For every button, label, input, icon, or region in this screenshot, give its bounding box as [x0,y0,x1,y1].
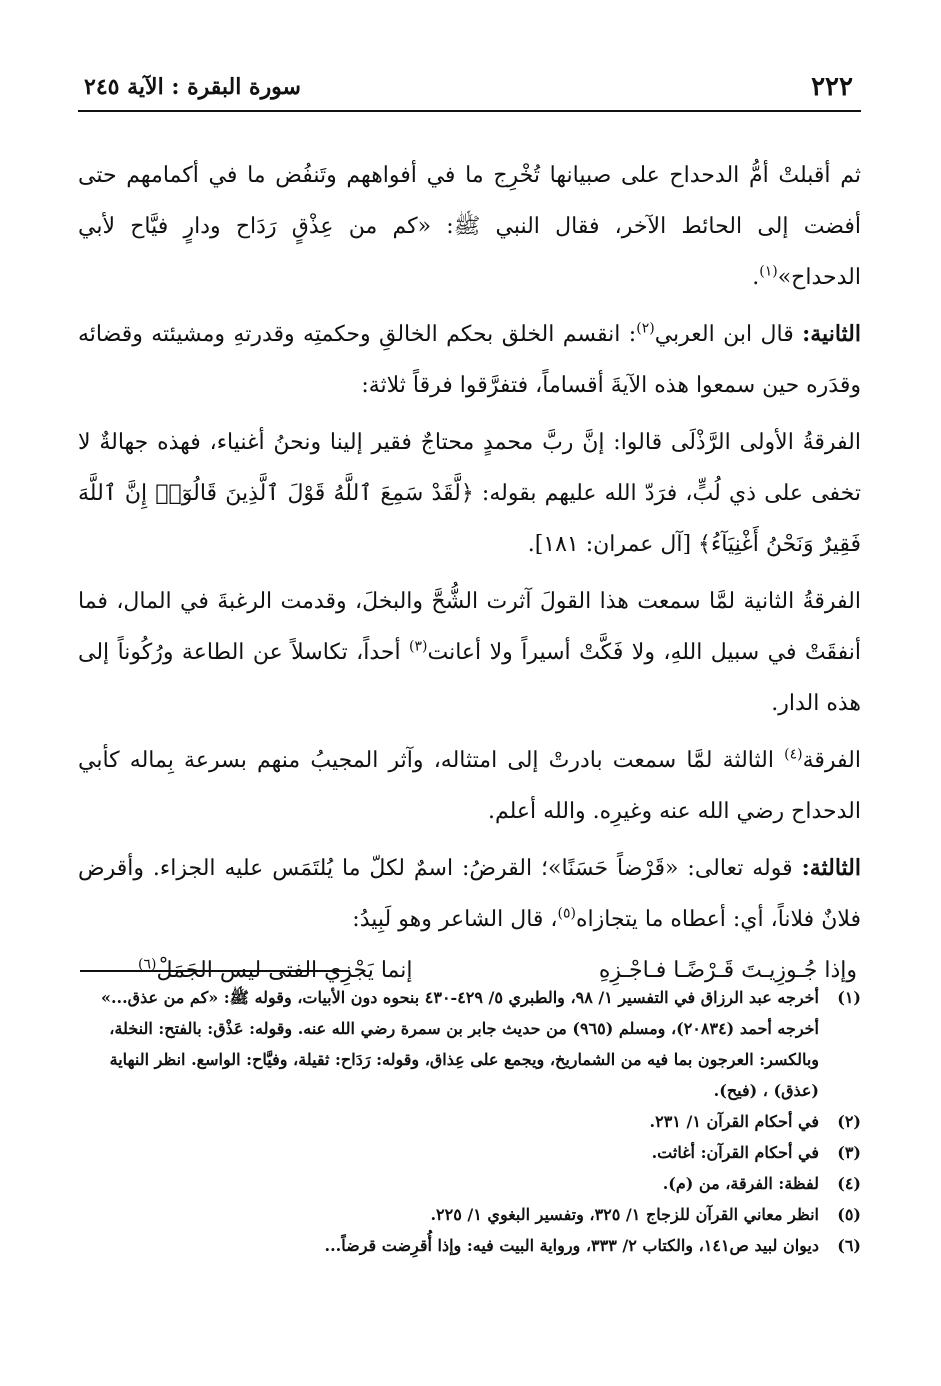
footnote-separator [80,970,350,972]
paragraph-1 [78,150,861,303]
paragraph-text: الفرقة [802,748,861,773]
footnote-number: (٦) [837,1236,861,1255]
paragraph-tail: . [752,265,760,290]
footnote-number: (٣) [837,1143,861,1162]
paragraph-4 [78,576,861,729]
footnote-ref[interactable]: (٥) [557,905,576,922]
footnote-ref[interactable]: (٣) [409,638,428,655]
paragraph-text: قال ابن العربي [654,322,803,347]
paragraph-3 [78,417,861,570]
footnote-item [78,1106,861,1137]
footnote-number: (١) [837,988,861,1007]
paragraph-text: الفرقةُ الثانية لمَّا سمعت هذا القولَ آثرت الشُّحَّ والبخلَ، وقدمت الرغبةَ في المال، فما أنفقَتْ في سبيل اللهِ، ولا فَكَّتْ أسيراً ولا أعانت [78,589,861,665]
running-title: سورة البقرة : الآية ٢٤٥ [84,74,301,100]
verse-first-hemistich: وإذا جُـوزِيـتَ قَـرْضًـا فـاجْـزِهِ [598,958,857,983]
paragraph-6 [78,843,861,945]
footnote-number: (٤) [837,1174,861,1193]
footnote-text: ديوان لبيد ص١٤١، والكتاب ٢/ ٣٣٣، ورواية البيت فيه: وإذا أُقرِضت قرضاً... [324,1236,819,1255]
paragraph-5 [78,735,861,837]
section-lead: الثالثة: [801,855,861,881]
paragraph-text: ثم أقبلتْ أمُّ الدحداح على صبيانها تُخْرِج ما في أفواههم وتَنفُض ما في أكمامهم حتى أفضت إلى الحائط الآخر، فقال النبي ﷺ: «كم من عِذْقٍ رَدَاح ودارٍ فيَّاح لأبي الدحداح» [78,163,861,290]
footnote-ref[interactable]: (١) [759,263,778,280]
footnote-text: في أحكام القرآن ١/ ٢٣١. [649,1112,819,1131]
paragraph-tail: ، قال الشاعر وهو لَبِيدُ: [352,907,558,932]
footnote-text: أخرجه عبد الرزاق في التفسير ١/ ٩٨، والطبري ٥/ ٤٢٩-٤٣٠ بنحوه دون الأبيات، وقوله ﷺ: «كم من عذق...» أخرجه أحمد (٢٠٨٣٤)، ومسلم (٩٦٥) من حديث جابر بن سمرة رضي الله عنه. وقوله: عَذْق: بالفتح: النخلة، وبالكسر: العرجون بما فيه من الشماريخ، ويجمع على عِذاق، وقوله: رَدَاح: ثقيلة، وفيَّاح: الواسع. انظر النهاية (عذق) ، (فيح). [100,988,819,1100]
paragraph-2 [78,309,861,411]
footnote-number: (٥) [837,1205,861,1224]
paragraph-text: قوله تعالى: «قَرْضاً حَسَنًا»؛ القرضُ: اسمٌ لكلّ ما يُلتَمَس عليه الجزاء. وأقرض فلانٌ فلاناً، أي: أعطاه ما يتجازاه [78,856,861,932]
footnote-text: لفظة: الفرقة، من (م). [662,1174,819,1193]
footnotes [78,982,861,1261]
footnote-text: انظر معاني القرآن للزجاج ١/ ٣٢٥، وتفسير البغوي ١/ ٢٢٥. [430,1205,819,1224]
main-text [78,150,861,996]
paragraph-text: الفرقةُ الأولى الرَّذْلَى قالوا: إنَّ ربَّ محمدٍ محتاجٌ فقير إلينا ونحنُ أغنياء، فهذه جهالةٌ لا تخفى على ذي لُبٍّ، فرَدّ الله عليهم بقوله: ﴿لَّقَدْ سَمِعَ ٱللَّهُ قَوْلَ ٱلَّذِينَ قَالُوٓا۟ إِنَّ ٱللَّهَ فَقِيرٌ وَنَحْنُ أَغْنِيَآءُ﴾ [آل عمران: ١٨١]. [78,430,861,557]
footnote-number: (٢) [837,1112,861,1131]
footnote-ref[interactable]: (٢) [636,320,655,337]
footnote-item [78,1168,861,1199]
paragraph-tail: أحداً، تكاسلاً عن الطاعة ورُكُوناً إلى هذه الدار. [78,640,861,716]
verse-second-hemistich: إنما يَجْزِي الفتى ليس الجَمَلْ [156,958,413,983]
section-lead: الثانية: [802,321,861,347]
footnote-ref[interactable]: (٤) [784,746,803,763]
footnote-item [78,1137,861,1168]
paragraph-tail: : انقسم الخلق بحكم الخالقِ وحكمتِه وقدرتهِ ومشيئته وقضائه وقدَره حين سمعوا هذه الآيةَ أقساماً، فتفرَّقوا فرقاً ثلاثة: [78,322,861,398]
footnote-item [78,982,861,1106]
page-number: ٢٢٢ [811,72,853,102]
footnote-item [78,1230,861,1261]
header-rule [78,110,861,112]
footnote-ref[interactable]: (٦) [138,956,157,973]
footnote-text: في أحكام القرآن: أغاثت. [651,1143,819,1162]
paragraph-tail: الثالثة لمَّا سمعت بادرتْ إلى امتثاله، وآثر المجيبُ منهم بسرعة بِماله كأبي الدحداح رضي الله عنه وغيرِه. والله أعلم. [78,748,861,824]
page-header [78,68,861,108]
footnote-item [78,1199,861,1230]
